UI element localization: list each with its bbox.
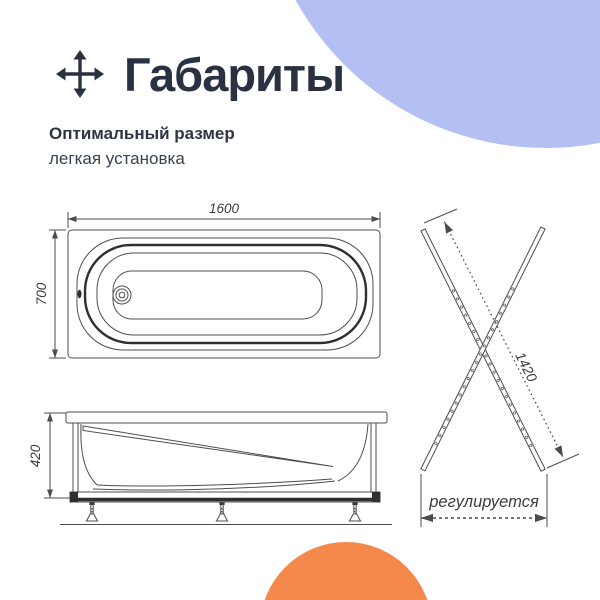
subtitle-block: [49, 121, 235, 170]
dimension-length: [68, 201, 380, 228]
dimension-height: [28, 413, 70, 498]
legs-frame-drawing: [421, 209, 579, 527]
dimension-adjustable: [421, 474, 547, 527]
height-value: 420: [28, 444, 43, 468]
move-icon: [56, 50, 104, 98]
width-value: 700: [34, 282, 49, 306]
slope-edge: [83, 426, 333, 467]
decor-orange-circle: [260, 542, 432, 600]
adjustable-foot: [349, 502, 361, 521]
dimension-width: [34, 230, 66, 358]
subtitle-line2: легкая установка: [49, 148, 185, 168]
header: [56, 47, 345, 101]
length-value: 1600: [208, 201, 240, 216]
page-title: Габариты: [124, 47, 345, 101]
overflow-hole: [78, 290, 82, 298]
adjustable-note: регулируется: [429, 493, 539, 511]
side-view-drawing: [28, 412, 392, 525]
adjustable-foot: [86, 502, 98, 521]
dimension-leg-length: [424, 209, 579, 468]
drain-detail: [113, 286, 131, 304]
adjustable-foot: [216, 502, 228, 521]
subtitle-line1: Оптимальный размер: [49, 124, 235, 143]
leg-length-value: 1420: [512, 349, 541, 385]
top-view-drawing: [34, 201, 380, 358]
